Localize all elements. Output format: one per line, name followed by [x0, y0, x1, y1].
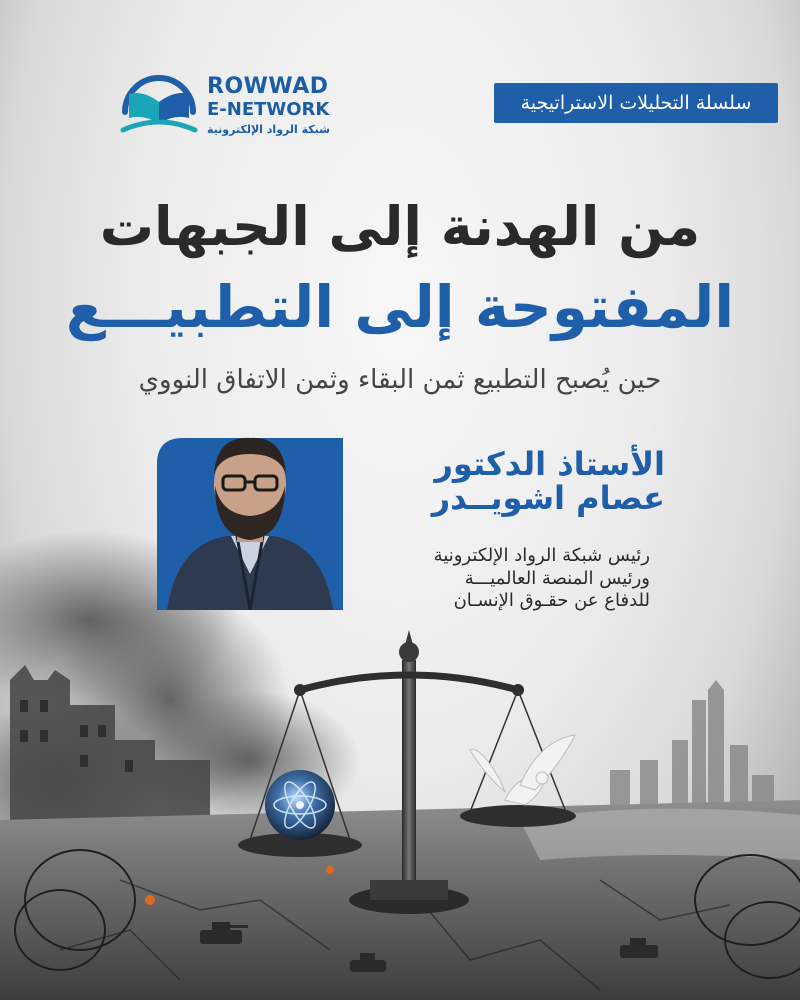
brand-name-arabic: شبكة الرواد الإلكترونية — [207, 123, 330, 136]
brand-name-line2: E-NETWORK — [207, 99, 330, 120]
book-logo-icon — [115, 72, 203, 142]
author-name — [345, 445, 665, 517]
author-photo — [157, 424, 343, 610]
author-portrait-icon — [157, 424, 343, 610]
author-description — [350, 545, 650, 613]
author-title-line2: عصام اشويــدر — [431, 478, 665, 517]
headline-line2: المفتوحة إلى التطبيـــع — [65, 273, 735, 341]
author-desc-line3: للدفاع عن حقـوق الإنسـان — [453, 590, 650, 611]
author-desc-line2: ورئيس المنصة العالميـــة — [464, 567, 650, 589]
brand-name-line1: ROWWAD — [207, 74, 329, 99]
series-badge: سلسلة التحليلات الاستراتيجية — [494, 83, 778, 123]
author-desc-line1: رئيس شبكة الرواد الإلكترونية — [433, 545, 650, 566]
author-title-line1: الأستاذ الدكتور — [434, 445, 665, 483]
subtitle: حين يُصبح التطبيع ثمن البقاء وثمن الاتفاق النووي — [138, 365, 662, 395]
brand-logo — [115, 68, 355, 148]
headline-line1: من الهدنة إلى الجبهات — [99, 195, 701, 258]
